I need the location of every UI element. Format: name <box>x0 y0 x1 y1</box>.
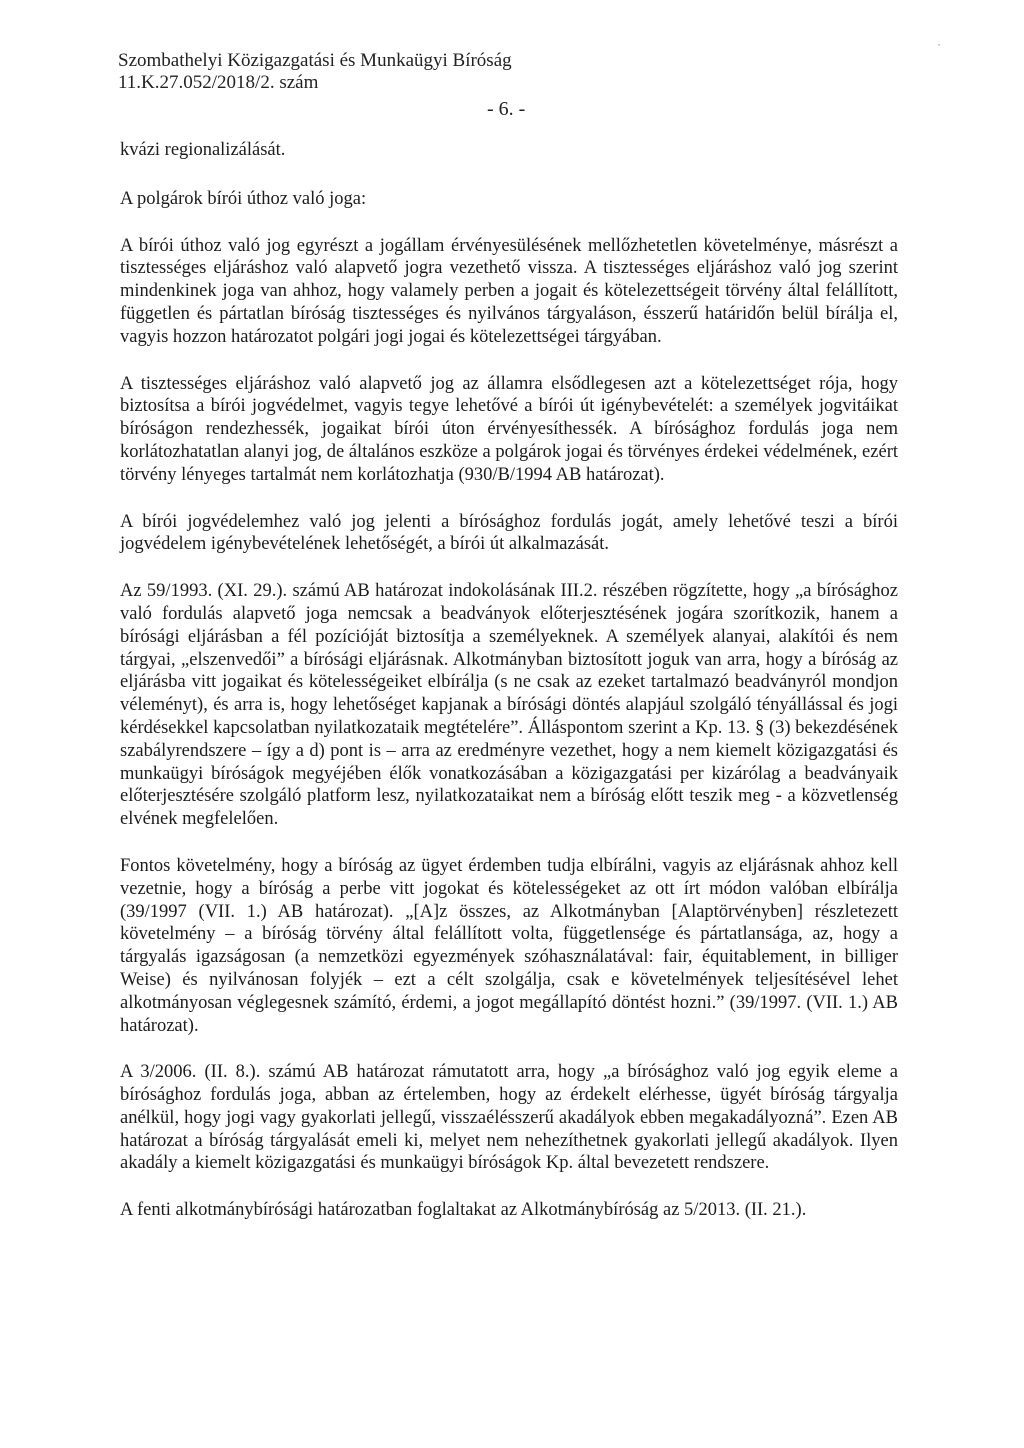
case-number: 11.K.27.052/2018/2. szám <box>118 72 319 93</box>
court-name: Szombathelyi Közigazgatási és Munkaügyi Bíróság <box>118 50 512 71</box>
page-number: - 6. - <box>487 98 526 120</box>
paragraph: A bírói jogvédelemhez való jog jelenti a bírósághoz fordulás jogát, amely lehetővé teszi a bírói jogvédelem igénybevételének lehetőségét, a bírói út alkalmazását. <box>120 511 898 555</box>
paragraph: Fontos követelmény, hogy a bíróság az ügyet érdemben tudja elbírálni, vagyis az eljárásnak ahhoz kell vezetnie, hogy a bíróság a perbe vitt jogokat és kötelességeket az ott írt módon valóban elbírálja (39/1997 (VII. 1.) AB határozat). „[A]z összes, az Alkotmányban [Alaptörvényben] részletezett követelmény – a bíróság törvény által felállított volta, függetlensége és pártatlansága, az, hogy a tárgyalás igazságosan (a nemzetközi egyezmények szóhasználatával: fair, équitablement, in billiger Weise) és nyilvánosan folyjék – ezt a célt szolgálja, csak e követelmények teljesítésével lehet alkotmányosan véglegesnek számító, érdemi, a jogot megállapító döntést hozni.” (39/1997. (VII. 1.) AB határozat). <box>120 855 898 1036</box>
paragraph: A bírói úthoz való jog egyrészt a jogállam érvényesülésének mellőzhetetlen követelménye, másrészt a tisztességes eljáráshoz való alapvető jogra vezethető vissza. A tisztességes eljáráshoz való jog szerint mindenkinek joga van ahhoz, hogy valamely perben a jogait és kötelezettségeit törvény által felállított, független és pártatlan bíróság tisztességes és nyilvános tárgyaláson, ésszerű határidőn belül bírálja el, vagyis hozzon határozatot polgári jogi jogai és kötelezettségei tárgyában. <box>120 235 898 347</box>
paragraph: A 3/2006. (II. 8.). számú AB határozat rámutatott arra, hogy „a bírósághoz való jog egyik eleme a bírósághoz fordulás joga, abban az értelemben, hogy az érdekelt elérhesse, ügyét bíróság tárgyalja anélkül, hogy jogi vagy gyakorlati jellegű, visszaélésszerű akadályok ebben megakadályozná”. Ezen AB határozat a bíróság tárgyalását emeli ki, melyet nem nehezíthetnek gyakorlati jellegű akadályok. Ilyen akadály a kiemelt közigazgatási és munkaügyi bíróságok Kp. által bevezetett rendszere. <box>120 1062 898 1174</box>
paragraph: A fenti alkotmánybírósági határozatban foglaltakat az Alkotmánybíróság az 5/2013. (II. 21.). <box>120 1200 807 1221</box>
paragraph: Az 59/1993. (XI. 29.). számú AB határozat indokolásának III.2. részében rögzítette, hogy „a bírósághoz való fordulás alapvető joga nemcsak a beadványok előterjesztésének jogára szorítkozik, hanem a bírósági eljárásban a fél pozícióját biztosítja a személyeknek. A személyek alanyai, alakítói és nem tárgyai, „elszenvedői” a bírósági eljárásnak. Alkotmányban biztosított joguk van arra, hogy a bíróság az eljárásba vitt jogaikat és kötelességeiket elbírálja (s ne csak az ezeket tartalmazó beadványról mondjon véleményt), és arra is, hogy lehetőséget kapjanak a bírósági döntés alapjául szolgáló tényállással és jogi kérdésekkel kapcsolatban nyilatkozataik megtételére”. Álláspontom szerint a Kp. 13. § (3) bekezdésének szabályrendszere – így a d) pont is – arra az eredményre vezethet, hogy a nem kiemelt közigazgatási és munkaügyi bíróságok megyéjében élők vonatkozásában a közigazgatási per kizárólag a beadványaik előterjesztésére szolgáló platform lesz, nyilatkozataikat nem a bíróság előtt teszik meg - a közvetlenség elvének megfelelően. <box>120 581 898 830</box>
section-heading: A polgárok bírói úthoz való joga: <box>120 188 367 209</box>
scan-speck <box>938 44 940 46</box>
paragraph-continuation: kvázi regionalizálását. <box>120 140 286 160</box>
document-header <box>118 50 512 94</box>
document-body <box>120 139 898 1246</box>
paragraph: A tisztességes eljáráshoz való alapvető jog az államra elsődlegesen azt a kötelezettséget rója, hogy biztosítsa a bírói jogvédelmet, vagyis tegye lehetővé a bírói út igénybevételét: a személyek jogvitáikat bíróságon rendezhessék, jogaikat bírói úton érvényesíthessék. A bírósághoz fordulás joga nem korlátozhatatlan alanyi jog, de általános eszköze a polgárok jogai és törvényes érdekei védelmének, ezért törvény lényeges tartalmát nem korlátozhatja (930/B/1994 AB határozat). <box>120 373 898 485</box>
